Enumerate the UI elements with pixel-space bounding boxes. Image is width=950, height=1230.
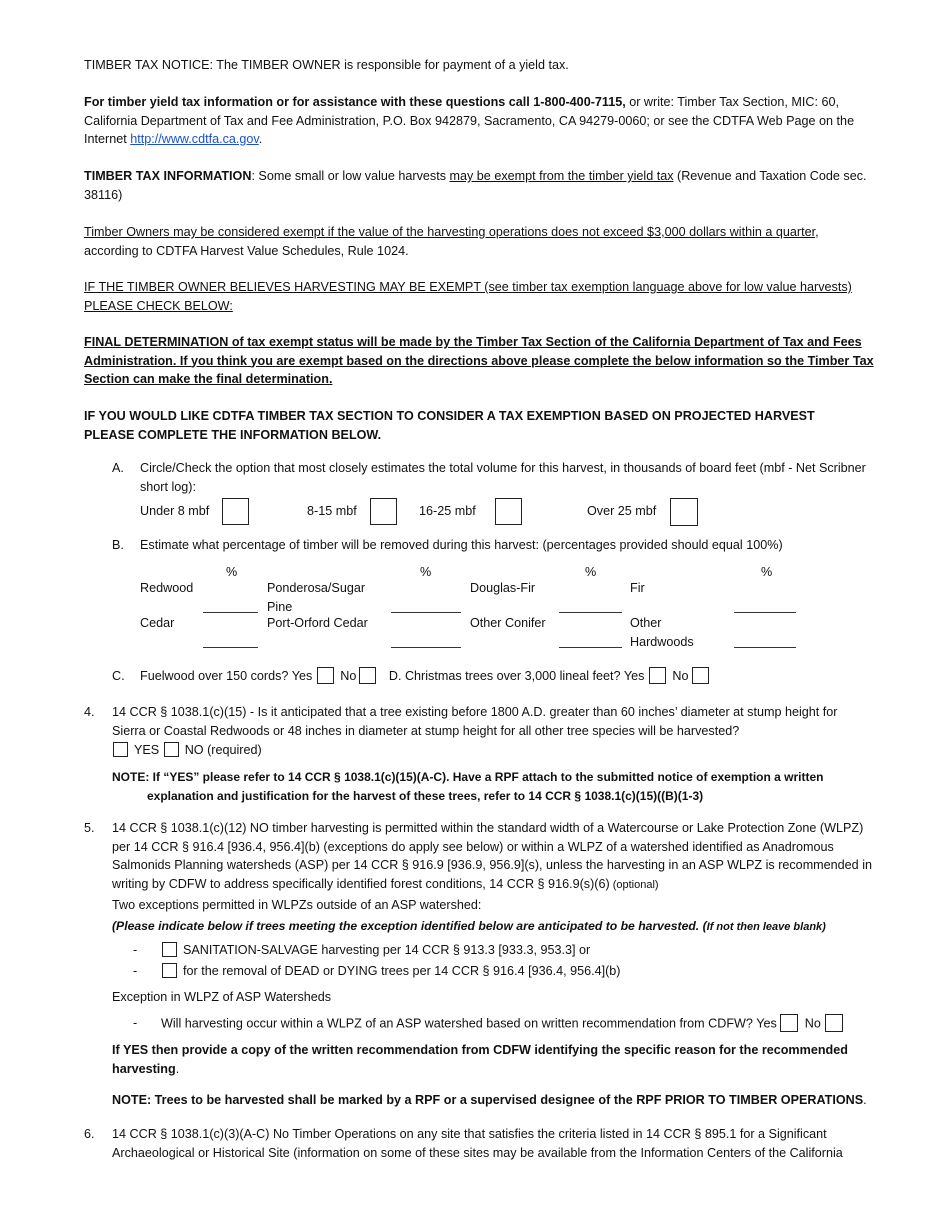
bullet-dash: - [133, 1016, 138, 1030]
item-4-question: 14 CCR § 1038.1(c)(15) - Is it anticipated that a tree existing before 1800 A.D. greater than 60 inches’ diameter at stump height for Sierra or Coastal Redwoods or 48 inches in diameter at stump height for all other tree species will be harvested? [112, 705, 838, 738]
fuelwood-no-checkbox[interactable] [359, 667, 376, 684]
dead-dying-checkbox[interactable] [162, 963, 177, 978]
section-c-row: Fuelwood over 150 cords? Yes No D. Christmas trees over 3,000 lineal feet? Yes No [140, 667, 709, 686]
option-under-8-checkbox[interactable] [222, 498, 249, 525]
trees-marked-note: NOTE: Trees to be harvested shall be marked by a RPF or a supervised designee of the RPF PRIOR TO TIMBER OPERATIONS. [112, 1093, 867, 1107]
option-16-25-label: 16-25 mbf [419, 504, 476, 518]
option-8-15-label: 8-15 mbf [307, 504, 357, 518]
cdtfa-website-link[interactable]: http://www.cdtfa.ca.gov [130, 132, 259, 146]
timber-tax-information: TIMBER TAX INFORMATION: Some small or low value harvests may be exempt from the timber yield tax (Revenue and Taxation Code sec. 38116) [84, 169, 867, 202]
item-5-number: 5. [84, 821, 95, 835]
species-cedar-label: Cedar [140, 616, 175, 630]
species-port-orford-label: Port-Orford Cedar [267, 616, 368, 630]
section-b-letter: B. [112, 538, 124, 552]
two-exceptions-label: Two exceptions permitted in WLPZs outside of an ASP watershed: [112, 898, 482, 912]
species-ponderosa-label: Ponderosa/Sugar Pine [267, 581, 366, 614]
section-a-text: Circle/Check the option that most closely estimates the total volume for this harvest, in thousands of board feet (mbf - Net Scribner short log): [140, 461, 866, 494]
percent-sign: % [226, 565, 238, 579]
contact-phone-text: For timber yield tax information or for assistance with these questions call 1-800-400-7115, [84, 95, 626, 109]
species-other-conifer-label: Other Conifer [470, 616, 546, 630]
species-redwood-label: Redwood [140, 581, 194, 595]
christmas-trees-question: D. Christmas trees over 3,000 lineal feet? [388, 669, 621, 683]
option-under-8-label: Under 8 mbf [140, 504, 210, 518]
fuelwood-question: Fuelwood over 150 cords? [140, 669, 289, 683]
option-8-15-checkbox[interactable] [370, 498, 397, 525]
item-4-no-checkbox[interactable] [164, 742, 179, 757]
consider-exemption-heading: IF YOU WOULD LIKE CDTFA TIMBER TAX SECTION TO CONSIDER A TAX EXEMPTION BASED ON PROJECTED HARVEST PLEASE COMPLETE THE INFORMATION BELOW. [84, 409, 815, 442]
item-4-answers: YES NO (required) [112, 741, 262, 760]
if-yes-instruction: If YES then provide a copy of the written recommendation from CDFW identifying the specific reason for the recommended harvesting. [112, 1043, 848, 1076]
species-douglas-fir-label: Douglas-Fir [470, 581, 536, 595]
contact-address-text: or write: Timber Tax Section, MIC: 60, California Department of Tax and Fee Administration, P.O. Box 942879, Sacramento, CA 94279-0060; or see the CDTFA Web Page on the Internet [84, 95, 855, 146]
species-other-hardwoods-label: Other Hardwoods [630, 616, 694, 649]
item-4-note: NOTE: If “YES” please refer to 14 CCR § 1038.1(c)(15)(A-C). Have a RPF attach to the submitted notice of exemption a written explanation and justification for the harvest of these trees, refer to 14 CCR § 1038.1(c)(15)((B)(1-3) [112, 770, 824, 803]
option-over-25-checkbox[interactable] [670, 498, 698, 526]
cdfw-recommendation-row: Will harvesting occur within a WLPZ of an ASP watershed based on written recommendation from CDFW? Yes No [161, 1014, 843, 1034]
percent-sign: % [585, 565, 597, 579]
sanitation-salvage-checkbox[interactable] [162, 942, 177, 957]
cedar-percent-field[interactable] [203, 647, 258, 648]
please-indicate-instruction: (Please indicate below if trees meeting the exception identified below are anticipated to be harvested. (If not then leave blank) [112, 919, 826, 933]
timber-tax-notice [84, 56, 874, 75]
other-hardwoods-percent-field[interactable] [734, 647, 796, 648]
ponderosa-percent-field[interactable] [391, 612, 461, 613]
cdfw-no-checkbox[interactable] [825, 1014, 843, 1032]
item-4-yes-checkbox[interactable] [113, 742, 128, 757]
section-c-letter: C. [112, 669, 125, 683]
bullet-dash: - [133, 943, 138, 957]
if-exempt-instruction: IF THE TIMBER OWNER BELIEVES HARVESTING MAY BE EXEMPT (see timber tax exemption language above for low value harvests) PLEASE CHECK BELOW: [84, 280, 852, 313]
redwood-percent-field[interactable] [203, 612, 258, 613]
item-5-text: 14 CCR § 1038.1(c)(12) NO timber harvesting is permitted within the standard width of a Watercourse or Lake Protection Zone (WLPZ) per 14 CCR § 916.4 [936.4, 956.4](b) (exceptions do apply see below) or within a WLPZ of a watershed identified as Anadromous Salmonids Planning watersheds (ASP) per 14 CCR § 916.9 [936.9, 956.9](s), unless the harvesting in an ASP WLPZ is recommended in writing by CDFW to address specifically identified forest conditions, 14 CCR § 916.9(s)(6) (optional) [112, 821, 872, 891]
notice-text: TIMBER TAX NOTICE: The TIMBER OWNER is responsible for payment of a yield tax. [84, 58, 569, 72]
fuelwood-yes-checkbox[interactable] [317, 667, 334, 684]
bullet-dash: - [133, 964, 138, 978]
cdfw-yes-checkbox[interactable] [780, 1014, 798, 1032]
section-b-text: Estimate what percentage of timber will be removed during this harvest: (percentages provided should equal 100%) [140, 538, 783, 552]
option-over-25-label: Over 25 mbf [587, 504, 657, 518]
contact-paragraph: For timber yield tax information or for assistance with these questions call 1-800-400-7115, or write: Timber Tax Section, MIC: 60, California Department of Tax and Fee Administration, P.O. Box 942879, Sacramento, CA 94279-0060; or see the CDTFA Web Page on the Internet http://www.cdtfa.ca.gov. [84, 95, 855, 146]
sanitation-salvage-row: SANITATION-SALVAGE harvesting per 14 CCR § 913.3 [933.3, 953.3] or [162, 941, 590, 960]
owners-exempt-paragraph: Timber Owners may be considered exempt if the value of the harvesting operations does not exceed $3,000 dollars within a quarter, according to CDTFA Harvest Value Schedules, Rule 1024. [84, 225, 819, 258]
percent-sign: % [420, 565, 432, 579]
port-orford-percent-field[interactable] [391, 647, 461, 648]
douglas-fir-percent-field[interactable] [559, 612, 622, 613]
section-a-letter: A. [112, 461, 124, 475]
final-determination: FINAL DETERMINATION of tax exempt status will be made by the Timber Tax Section of the California Department of Tax and Fees Administration. If you think you are exempt based on the directions above please complete the below information so the Timber Tax Section can make the final determination. [84, 335, 874, 386]
exception-asp-heading: Exception in WLPZ of ASP Watersheds [112, 990, 332, 1004]
species-fir-label: Fir [630, 581, 645, 595]
other-conifer-percent-field[interactable] [559, 647, 622, 648]
item-4-number: 4. [84, 705, 95, 719]
cdfw-question: Will harvesting occur within a WLPZ of an ASP watershed based on written recommendation from CDFW? [161, 1016, 753, 1031]
info-heading: TIMBER TAX INFORMATION [84, 169, 252, 183]
option-16-25-checkbox[interactable] [495, 498, 522, 525]
percent-sign: % [761, 565, 773, 579]
item-6-number: 6. [84, 1127, 95, 1141]
dead-dying-row: for the removal of DEAD or DYING trees per 14 CCR § 916.4 [936.4, 956.4](b) [162, 962, 621, 981]
item-6-text: 14 CCR § 1038.1(c)(3)(A-C) No Timber Operations on any site that satisfies the criteria listed in 14 CCR § 895.1 for a Significant Archaeological or Historical Site (information on some of these sites may be available from the Information Centers of the California [112, 1127, 843, 1160]
christmas-yes-checkbox[interactable] [649, 667, 666, 684]
christmas-no-checkbox[interactable] [692, 667, 709, 684]
fir-percent-field[interactable] [734, 612, 796, 613]
